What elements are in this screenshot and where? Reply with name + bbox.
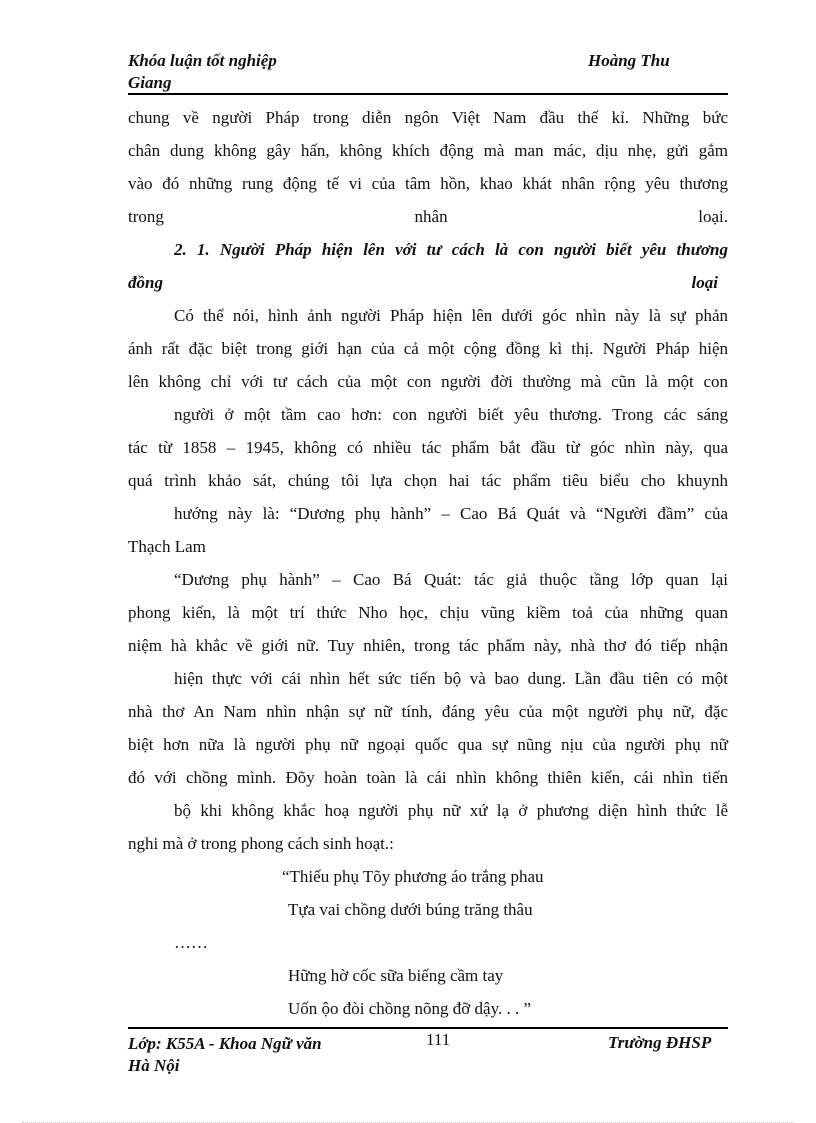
page-body: [128, 101, 728, 1025]
footer-class-label: Lớp: K55A - Khoa Ngữ văn: [128, 1034, 322, 1053]
text-line: lên không chỉ với tư cách của một con người đời thường mà cũn là một con: [128, 372, 728, 391]
header-author-surname: Giang: [128, 73, 172, 92]
text-line: quá trình khảo sát, chúng tôi lựa chọn hai tác phẩm tiêu biểu cho khuynh: [128, 471, 728, 490]
verse-line: Hững hờ cốc sữa biếng cầm tay: [288, 966, 504, 985]
verse-line: Tựa vai chồng dưới búng trăng thâu: [288, 900, 533, 919]
word: đồng: [128, 273, 163, 292]
footer-city: Hà Nội: [128, 1056, 180, 1075]
text-line: bộ khi không khắc hoạ người phụ nữ xứ lạ ở phương diện hình thức lễ: [174, 801, 728, 820]
text-line: đó với chồng mình. Đõy hoàn toàn là cái nhìn không thiên kiến, cái nhìn tiến: [128, 768, 728, 787]
text-line: [128, 200, 728, 233]
word: loại: [691, 273, 718, 292]
header-rule: [128, 93, 728, 95]
text-line: tác từ 1858 – 1945, không có nhiều tác phẩm bắt đầu từ góc nhìn này, qua: [128, 438, 728, 457]
text-line: biệt hơn nữa là người phụ nữ ngoại quốc qua sự nũng nịu của người phụ nữ: [128, 735, 728, 754]
header-left: [128, 50, 348, 94]
text-line: Thạch Lam: [128, 537, 206, 556]
text-line: nhà thơ An Nam nhìn nhận sự nữ tính, đáng yêu của một người phụ nữ, đặc: [128, 702, 728, 721]
text-line: Có thể nói, hình ảnh người Pháp hiện lên dưới góc nhìn này là sự phản: [174, 306, 728, 325]
text-line: chung về người Pháp trong diễn ngôn Việt Nam đầu thế kỉ. Những bức: [128, 108, 728, 127]
verse-ellipsis: ……: [174, 933, 208, 952]
verse-line: Uốn ộo đòi chồng nõng đỡ dậy. . . ”: [288, 999, 532, 1018]
section-heading: 2. 1. Người Pháp hiện lên với tư cách là con người biết yêu thương: [174, 240, 728, 259]
footer-school: Trường ĐHSP: [608, 1033, 712, 1052]
footer-rule: [128, 1027, 728, 1029]
text-line: ánh rất đặc biệt trong giới hạn của cả một cộng đồng kì thị. Người Pháp hiện: [128, 339, 728, 358]
word: nhân: [414, 207, 448, 226]
text-line: vào đó những rung động tế vi của tâm hồn, khao khát nhân rộng yêu thương: [128, 174, 728, 193]
text-line: chân dung không gây hấn, không khích động mà man mác, dịu nhẹ, gửi gắm: [128, 141, 728, 160]
header-thesis-label: Khóa luận tốt nghiệp: [128, 51, 277, 70]
verse-line: “Thiếu phụ Tõy phương áo trắng phau: [282, 867, 544, 886]
word: loại.: [698, 207, 728, 226]
word: trong: [128, 207, 164, 226]
text-line: người ở một tầm cao hơn: con người biết yêu thương. Trong các sáng: [174, 405, 728, 424]
text-line: nghi mà ở trong phong cách sinh hoạt.:: [128, 834, 394, 853]
page-number: 111: [426, 1030, 451, 1049]
header-author-name: Hoàng Thu: [588, 51, 670, 70]
text-line: phong kiến, là một trí thức Nho học, chịu vũng kiềm toả của những quan: [128, 603, 728, 622]
text-line: hướng này là: “Dương phụ hành” – Cao Bá Quát và “Người đầm” của: [174, 504, 728, 523]
text-line: niệm hà khắc về giới nữ. Tuy nhiên, trong tác phẩm này, nhà thơ đó tiếp nhận: [128, 636, 728, 655]
text-line: hiện thực với cái nhìn hết sức tiến bộ và bao dung. Lần đầu tiên có một: [174, 669, 728, 688]
footer-left: [128, 1033, 368, 1077]
text-line: “Dương phụ hành” – Cao Bá Quát: tác giả thuộc tầng lớp quan lại: [174, 570, 728, 589]
section-heading-cont: [128, 266, 728, 299]
